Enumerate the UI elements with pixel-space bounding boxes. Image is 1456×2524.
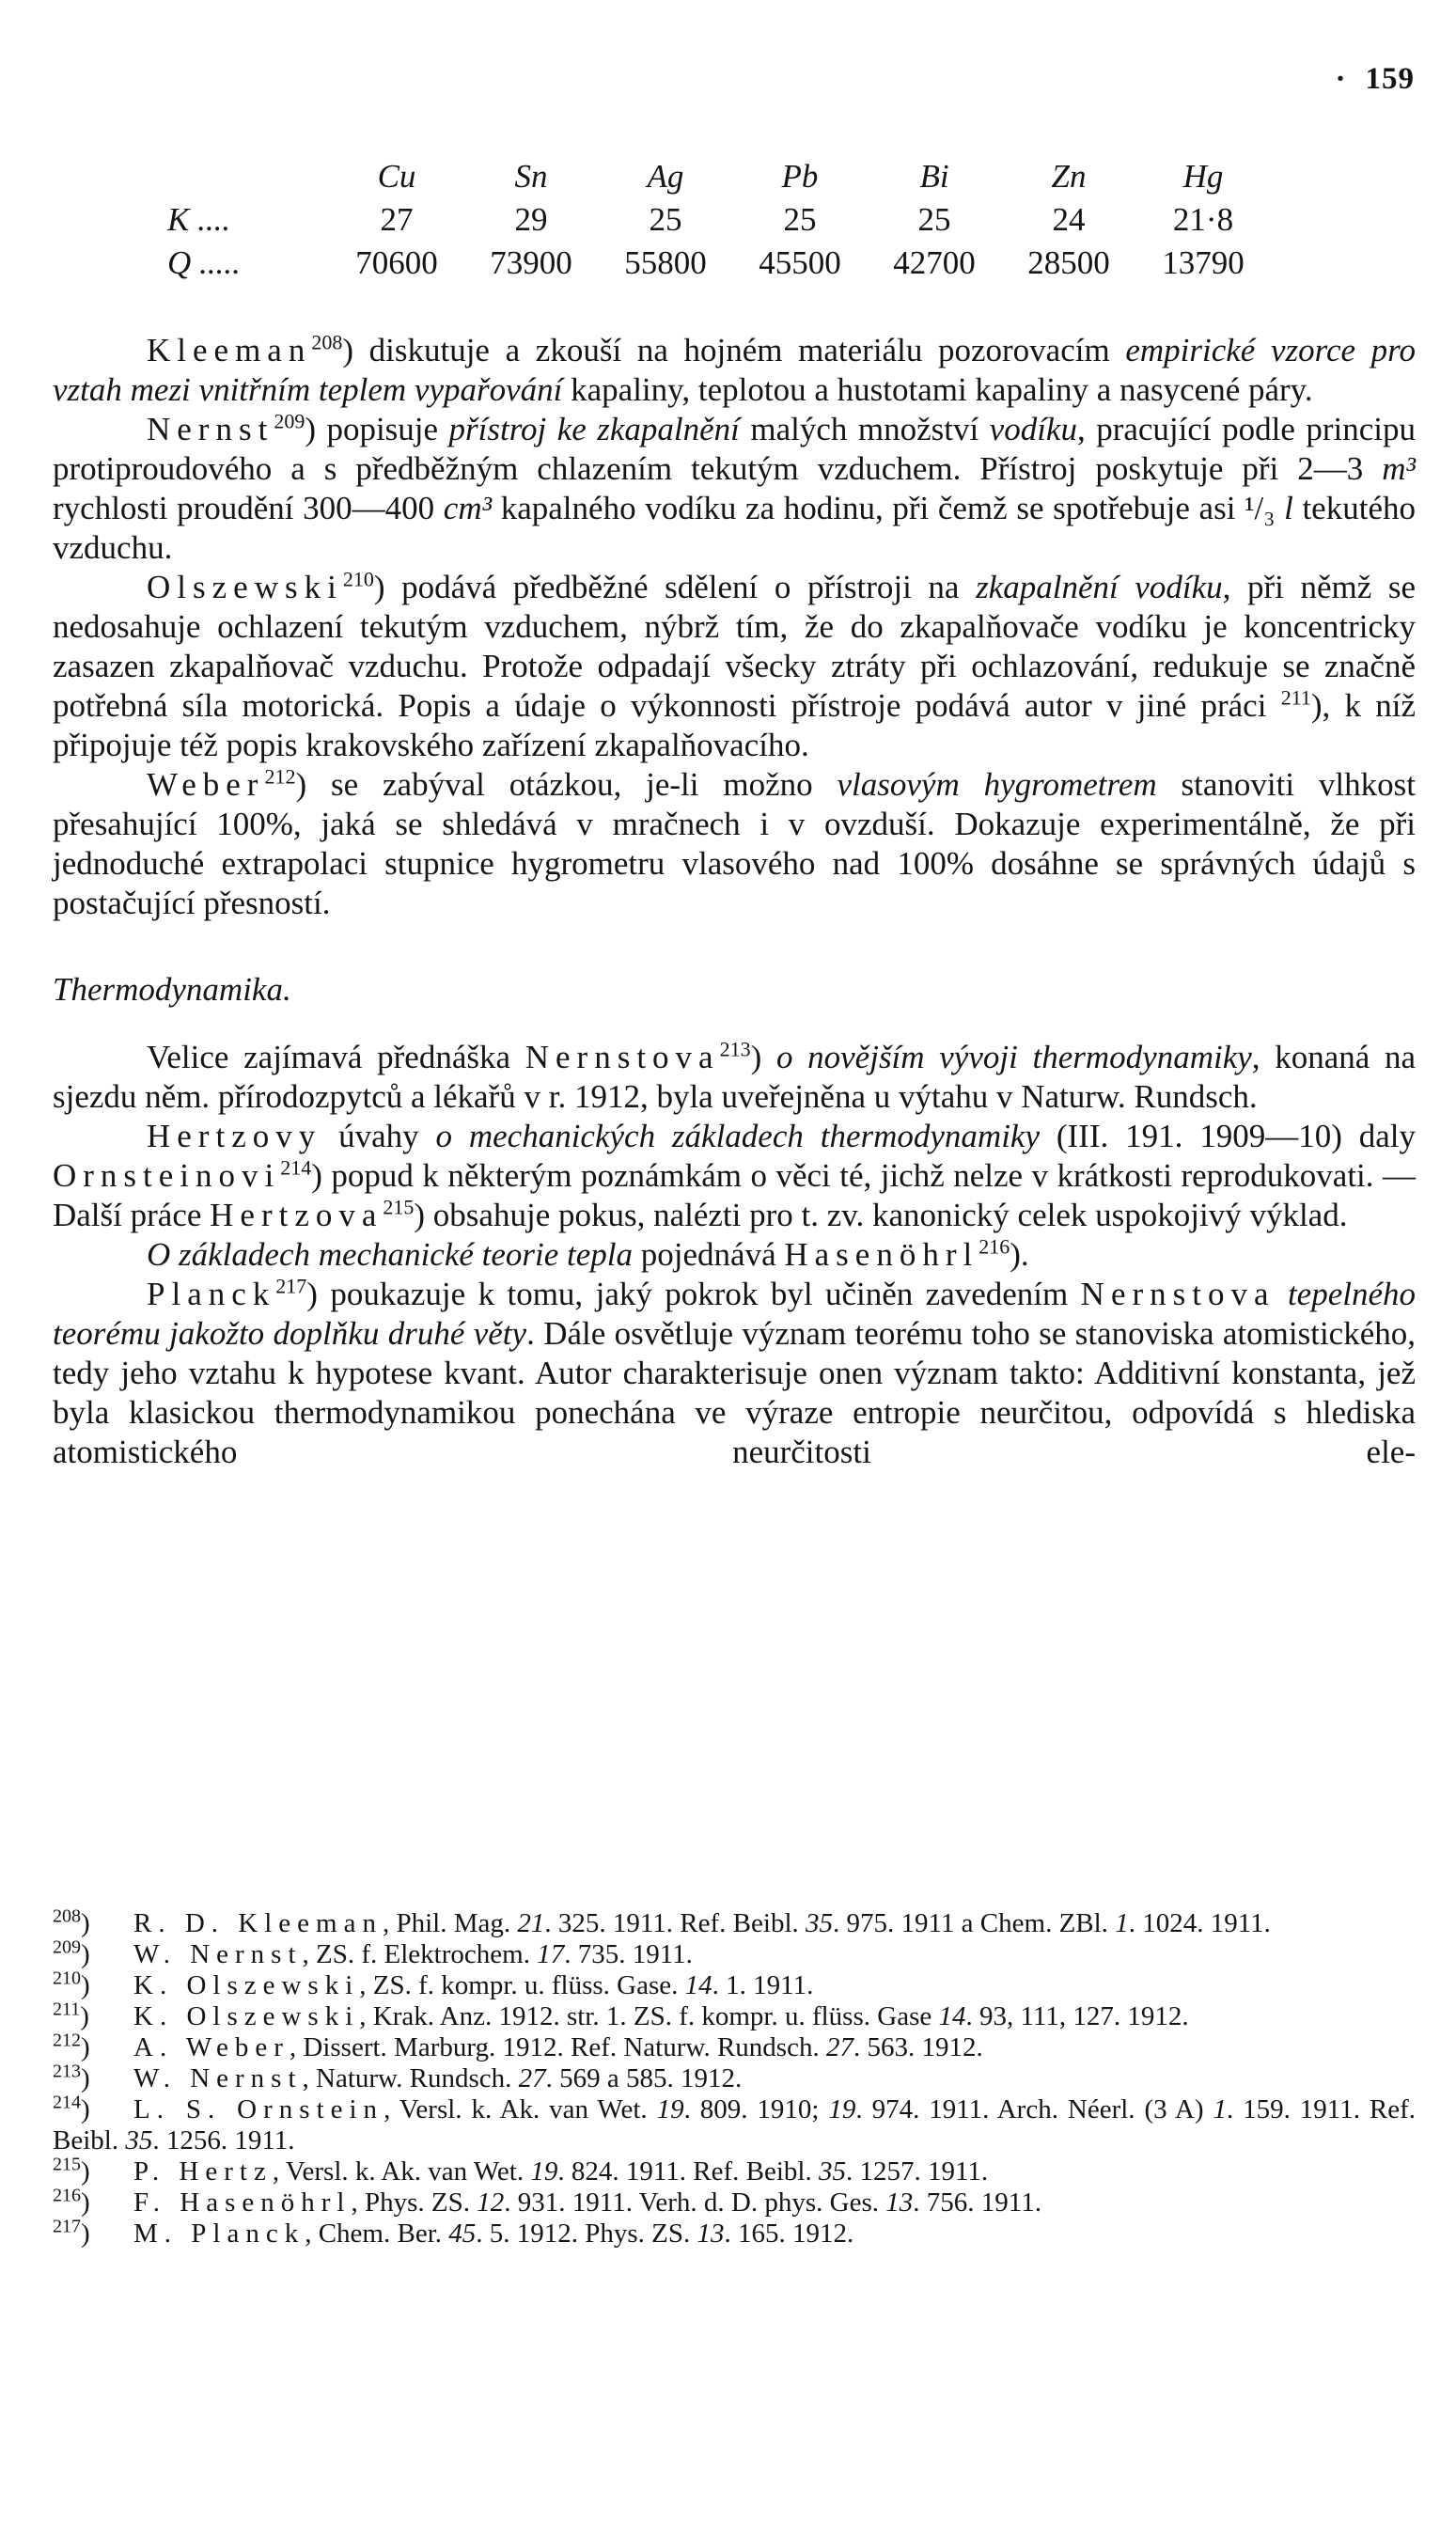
text-run: úvahy (321, 1118, 436, 1154)
footnote-author: K. Olszewski (133, 1970, 360, 2000)
footnote-author: A. Weber (133, 2032, 290, 2062)
text-run: pojednává (633, 1236, 785, 1273)
text-run: kapalného vodíku za hodinu, při čemž se spotřebuje asi ¹/₃ (492, 490, 1285, 526)
text-run: malých množství (739, 411, 990, 447)
table-row (167, 201, 1342, 244)
text-run: ) obsahuje pokus, nalézti pro t. zv. kanonický celek uspokojivý výklad. (414, 1197, 1348, 1233)
table-cell: 28500 (1027, 244, 1110, 281)
footnote-number: 214 (53, 2092, 81, 2113)
author-name: Planck (147, 1276, 276, 1312)
text-run: ) popisuje (305, 411, 449, 447)
footnote-text: . 93, 111, 127. 1912. (965, 2001, 1189, 2031)
table-cell: 45500 (759, 244, 841, 281)
table-cell: 13790 (1162, 244, 1245, 281)
text-run: ) poukazuje k tomu, jaký pokrok byl učiněn zavedením (306, 1276, 1081, 1312)
volume: 1 (1115, 1908, 1129, 1938)
footnote-author: M. Planck (133, 2218, 305, 2249)
table-cell: 25 (917, 201, 951, 238)
page-number (1335, 62, 1415, 97)
footnote-text: . 325. 1911. Ref. Beibl. (544, 1908, 806, 1938)
table-cell: 24 (1052, 201, 1086, 238)
footnote-number: 209 (53, 1936, 81, 1958)
footnote-ref: 210 (342, 567, 374, 591)
author-name: Ornsteinovi (53, 1157, 281, 1194)
footnote-number: 210 (53, 1967, 81, 1989)
text-run: ). (1010, 1236, 1029, 1273)
footnote-text: , Phys. ZS. (351, 2187, 478, 2218)
page-number-value: 159 (1365, 62, 1415, 96)
emphasis: cm³ (443, 490, 493, 526)
text-run: ) se zabýval otázkou, je-li možno (295, 766, 838, 803)
footnote-number: 208 (53, 1905, 81, 1927)
table-header: Bi (919, 158, 949, 195)
footnote-number: 212 (53, 2030, 81, 2051)
footnote: $^{211}$) K. Olszewski, Krak. Anz. 1912. str. 1. ZS. f. kompr. u. flüss. Gase 14. 93, 111, 127. 1912. (53, 1999, 1189, 2031)
volume: 45 (448, 2218, 477, 2249)
text-run: Velice zajímavá přednáška (147, 1039, 525, 1075)
footnote-text: , ZS. f. kompr. u. flüss. Gase. (359, 1970, 685, 2000)
author-name: Olszewski (147, 569, 343, 605)
emphasis: O základech mechanické teorie tepla (147, 1236, 634, 1273)
footnote-text: . 809. 1910; (683, 2094, 829, 2124)
table-header: Cu (377, 158, 416, 195)
paragraph-weber (53, 765, 1416, 923)
volume: 21 (517, 1908, 545, 1938)
author-name: Kleeman (147, 332, 312, 368)
volume: 35 (806, 1908, 833, 1938)
footnote-author: W. Nernst (133, 2063, 303, 2093)
footnote: $^{212}$) A. Weber, Dissert. Marburg. 1912. Ref. Naturw. Rundsch. 27. 563. 1912. (53, 2030, 983, 2062)
footnote: $^{217}$) M. Planck, Chem. Ber. 45. 5. 1912. Phys. ZS. 13. 165. 1912. (53, 2216, 854, 2249)
footnote-text: . 1257. 1911. (845, 2156, 989, 2187)
volume: 17 (537, 1939, 565, 1969)
footnote-text: . 569 a 585. 1912. (545, 2063, 743, 2093)
text-run: ) podává předběžné sdělení o přístroji na (373, 569, 977, 605)
table-header: Zn (1051, 158, 1087, 195)
footnote-text: , ZS. f. Elektrochem. (302, 1939, 538, 1969)
table-cell: 70600 (355, 244, 438, 281)
text-run: . Dále osvětluje význam teorému toho se stanoviska atomistického, tedy jeho vztahu k hypotese kvant. Autor charakterisuje onen význam takto: Additivní konstanta, jež byla klasickou thermodynamikou ponechána ve výraze entropie neurčitou, odpovídá s hlediska atomistického neurčitosti ele- (53, 1315, 1416, 1470)
table-header: Pb (781, 158, 819, 195)
footnote-number: 211 (53, 1999, 81, 2020)
footnote-text: . 756. 1911. (913, 2187, 1041, 2218)
table-cell: 73900 (490, 244, 572, 281)
footnote-author: W. Nernst (133, 1939, 303, 1969)
emphasis: l (1284, 490, 1293, 526)
footnote: $^{213}$) W. Nernst, Naturw. Rundsch. 27. 569 a 585. 1912. (53, 2061, 743, 2093)
emphasis: o mechanických základech thermodynamiky (435, 1118, 1040, 1154)
emphasis: empirické vzorce pro vztah mezi vnitřním teplem vypařování (53, 332, 1417, 408)
footnote-number: 217 (53, 2216, 81, 2237)
table-cell: 29 (514, 201, 548, 238)
paragraph-planck (53, 1275, 1416, 1472)
text-run: , při němž se nedosahuje ochlazení tekutým vzduchem, nýbrž tím, že do zkapalňovače vodíku je koncentricky zasazen zkapalňovač vzduchu. Protože odpadají všecky ztráty při ochlazování, redukuje se značně potřebná síla motorická. Popis a údaje o výkonnosti přístroje podává autor v jiné práci (53, 569, 1416, 724)
footnote-author: R. D. Kleeman (133, 1908, 383, 1938)
table-cell: 55800 (624, 244, 707, 281)
footnote-text: . 1256. 1911. (152, 2125, 295, 2156)
author-name: Nernstova (1080, 1276, 1276, 1312)
footnote-text: . 931. 1911. Verh. d. D. phys. Ges. (504, 2187, 886, 2218)
author-name: Nernst (147, 411, 274, 447)
table-cell: 27 (380, 201, 414, 238)
footnote-ref: 213 (719, 1037, 751, 1061)
table-header: Ag (647, 158, 684, 195)
footnotes (53, 1905, 1417, 2250)
footnote: $^{210}$) K. Olszewski, ZS. f. kompr. u. flüss. Gase. 14. 1. 1911. (53, 1967, 814, 2000)
author-name: Nernstova (524, 1039, 720, 1075)
author-name: Hertzova (210, 1197, 384, 1233)
emphasis: vlasovým hygrometrem (837, 766, 1157, 803)
footnote-ref: 217 (275, 1274, 307, 1298)
footnote-text: , Phil. Mag. (382, 1908, 518, 1938)
footnote-text: , Versl. k. Ak. van Wet. (384, 2094, 657, 2124)
text-run: tekutého vzduchu. (53, 490, 1416, 566)
volume: 27 (518, 2063, 546, 2093)
text-run: , pracující podle principu protiproudového a s předběžným chlazením tekutým vzduchem. Přístroj poskytuje při 2—3 (53, 411, 1416, 487)
footnote-ref: 214 (280, 1155, 312, 1180)
text-run (1276, 1276, 1288, 1312)
footnote-ref: 209 (274, 409, 305, 433)
footnote-text: , Versl. k. Ak. van Wet. (272, 2156, 531, 2187)
emphasis: tepelného teorému jakožto doplňku druhé věty (53, 1276, 1417, 1352)
emphasis: vodíku (989, 411, 1077, 447)
paragraph-nernst (53, 410, 1416, 568)
body-text (53, 331, 1416, 1472)
footnote-number: 213 (53, 2061, 81, 2082)
table-cell: 25 (783, 201, 817, 238)
text-run: ), k níž připojuje též popis krakovského zařízení zkapalňovacího. (53, 687, 1416, 763)
volume: 14 (684, 1970, 712, 2000)
footnote-number: 215 (53, 2154, 81, 2175)
volume: 19 (828, 2094, 856, 2124)
emphasis: o novějším vývoji thermodynamiky (775, 1039, 1252, 1075)
table-header-row (167, 158, 1342, 201)
table-row-label: K .... (167, 201, 231, 238)
text-run: kapaliny, teplotou a hustotami kapaliny a nasycené páry. (562, 371, 1313, 408)
paragraph-kleeman (53, 331, 1416, 410)
section-heading: Thermodynamika. (53, 971, 291, 1008)
text-run: ) (750, 1039, 776, 1075)
footnote-author: K. Olszewski (133, 2001, 360, 2031)
footnote-author: L. S. Ornstein (133, 2094, 384, 2124)
table-cell: 25 (649, 201, 682, 238)
footnote-text: . 975. 1911 a Chem. ZBl. (833, 1908, 1116, 1938)
footnote-ref: 211 (1280, 685, 1311, 710)
paragraph-olszewski (53, 568, 1416, 765)
footnote-text: . 563. 1912. (853, 2032, 983, 2062)
emphasis: zkapalnění vodíku (976, 569, 1223, 605)
volume: 13 (697, 2218, 725, 2249)
table-cell: 42700 (893, 244, 976, 281)
emphasis: přístroj ke zkapalnění (448, 411, 740, 447)
element-constants-table (167, 158, 1342, 288)
table-row-label: Q ..... (167, 244, 241, 281)
text-run: rychlosti proudění 300—400 (53, 490, 444, 526)
footnote: $^{216}$) F. Hasenöhrl, Phys. ZS. 12. 931. 1911. Verh. d. D. phys. Ges. 13. 756. 1911. (53, 2185, 1041, 2218)
footnote-text: , Krak. Anz. 1912. str. 1. ZS. f. kompr. u. flüss. Gase (359, 2001, 939, 2031)
text-run: ) popud k některým poznámkám o věci té, jichž nelze v krátkosti reprodukovati. — Další práce (53, 1157, 1416, 1233)
footnote-text: . 735. 1911. (564, 1939, 693, 1969)
footnote-ref: 215 (383, 1195, 415, 1219)
footnote-text: . 1. 1911. (712, 1970, 814, 2000)
author-name: Hasenöhrl (784, 1236, 979, 1273)
volume: 1 (1213, 2094, 1227, 2124)
table-header: Hg (1182, 158, 1224, 195)
paragraph-hertz (53, 1117, 1416, 1235)
footnote-number: 216 (53, 2185, 81, 2206)
table-cell: 21·8 (1172, 201, 1234, 238)
footnote-text: . 5. 1912. Phys. ZS. (476, 2218, 697, 2249)
footnote-ref: 208 (311, 330, 343, 354)
volume: 19 (530, 2156, 558, 2187)
footnote-author: P. Hertz (133, 2156, 273, 2187)
volume: 13 (885, 2187, 914, 2218)
volume: 19 (656, 2094, 684, 2124)
paragraph-nernst-lecture (53, 1038, 1416, 1117)
footnote: $^{215}$) P. Hertz, Versl. k. Ak. van Wet. 19. 824. 1911. Ref. Beibl. 35. 1257. 1911. (53, 2154, 989, 2187)
text-run: (III. 191. 1909—10) daly (1040, 1118, 1416, 1154)
emphasis: m³ (1382, 450, 1416, 487)
footnote-text: . 1024. 1911. (1128, 1908, 1271, 1938)
footnote: $^{209}$) W. Nernst, ZS. f. Elektrochem. 17. 735. 1911. (53, 1936, 693, 1969)
footnote-text: , Dissert. Marburg. 1912. Ref. Naturw. Rundsch. (289, 2032, 826, 2062)
page-dot: · (1335, 62, 1347, 96)
text-run: stanoviti vlhkost přesahující 100%, jaká se shledává v mračnech i v ovzduší. Dokazuje experimentálně, že při jednoduché extrapolaci stupnice hygrometru vlasového nad 100% dosáhne se správných údajů s postačující přesností. (53, 766, 1417, 921)
footnote-ref: 216 (978, 1234, 1010, 1259)
footnote-text: , Chem. Ber. (305, 2218, 449, 2249)
volume: 12 (477, 2187, 505, 2218)
footnote: $^{214}$) L. S. Ornstein, Versl. k. Ak. van Wet. 19. 809. 1910; 19. 974. 1911. Arch. Néerl. (3 A) 1. 159. 1911. Ref. Beibl. 35. 1256. 1911. (53, 2092, 1417, 2156)
footnote-author: F. Hasenöhrl (133, 2187, 352, 2218)
table-header: Sn (514, 158, 548, 195)
footnote-text: , Naturw. Rundsch. (302, 2063, 519, 2093)
footnote-text: . 824. 1911. Ref. Beibl. (557, 2156, 819, 2187)
footnote-ref: 212 (264, 764, 296, 789)
volume: 27 (825, 2032, 853, 2062)
table-row (167, 244, 1342, 288)
volume: 35 (818, 2156, 846, 2187)
volume: 35 (125, 2125, 153, 2156)
volume: 14 (938, 2001, 966, 2031)
text-run: ) diskutuje a zkouší na hojném materiálu pozorovacím (342, 332, 1126, 368)
author-name: Hertzovy (147, 1118, 322, 1154)
footnote: $^{208}$) R. D. Kleeman, Phil. Mag. 21. 325. 1911. Ref. Beibl. 35. 975. 1911 a Chem. ZBl. 1. 1024. 1911. (53, 1905, 1271, 1938)
footnote-text: . 159. 1911. Ref. Beibl. (53, 2094, 1417, 2156)
footnote-text: . 165. 1912. (724, 2218, 854, 2249)
footnote-text: . 974. 1911. Arch. Néerl. (3 A) (855, 2094, 1213, 2124)
author-name: Weber (147, 766, 265, 803)
text-run: , konaná na sjezdu něm. přírodozpytců a lékařů v r. 1912, byla uveřejněna u výtahu v Naturw. Rundsch. (53, 1039, 1417, 1115)
paragraph-hasenohrl (53, 1235, 1416, 1275)
